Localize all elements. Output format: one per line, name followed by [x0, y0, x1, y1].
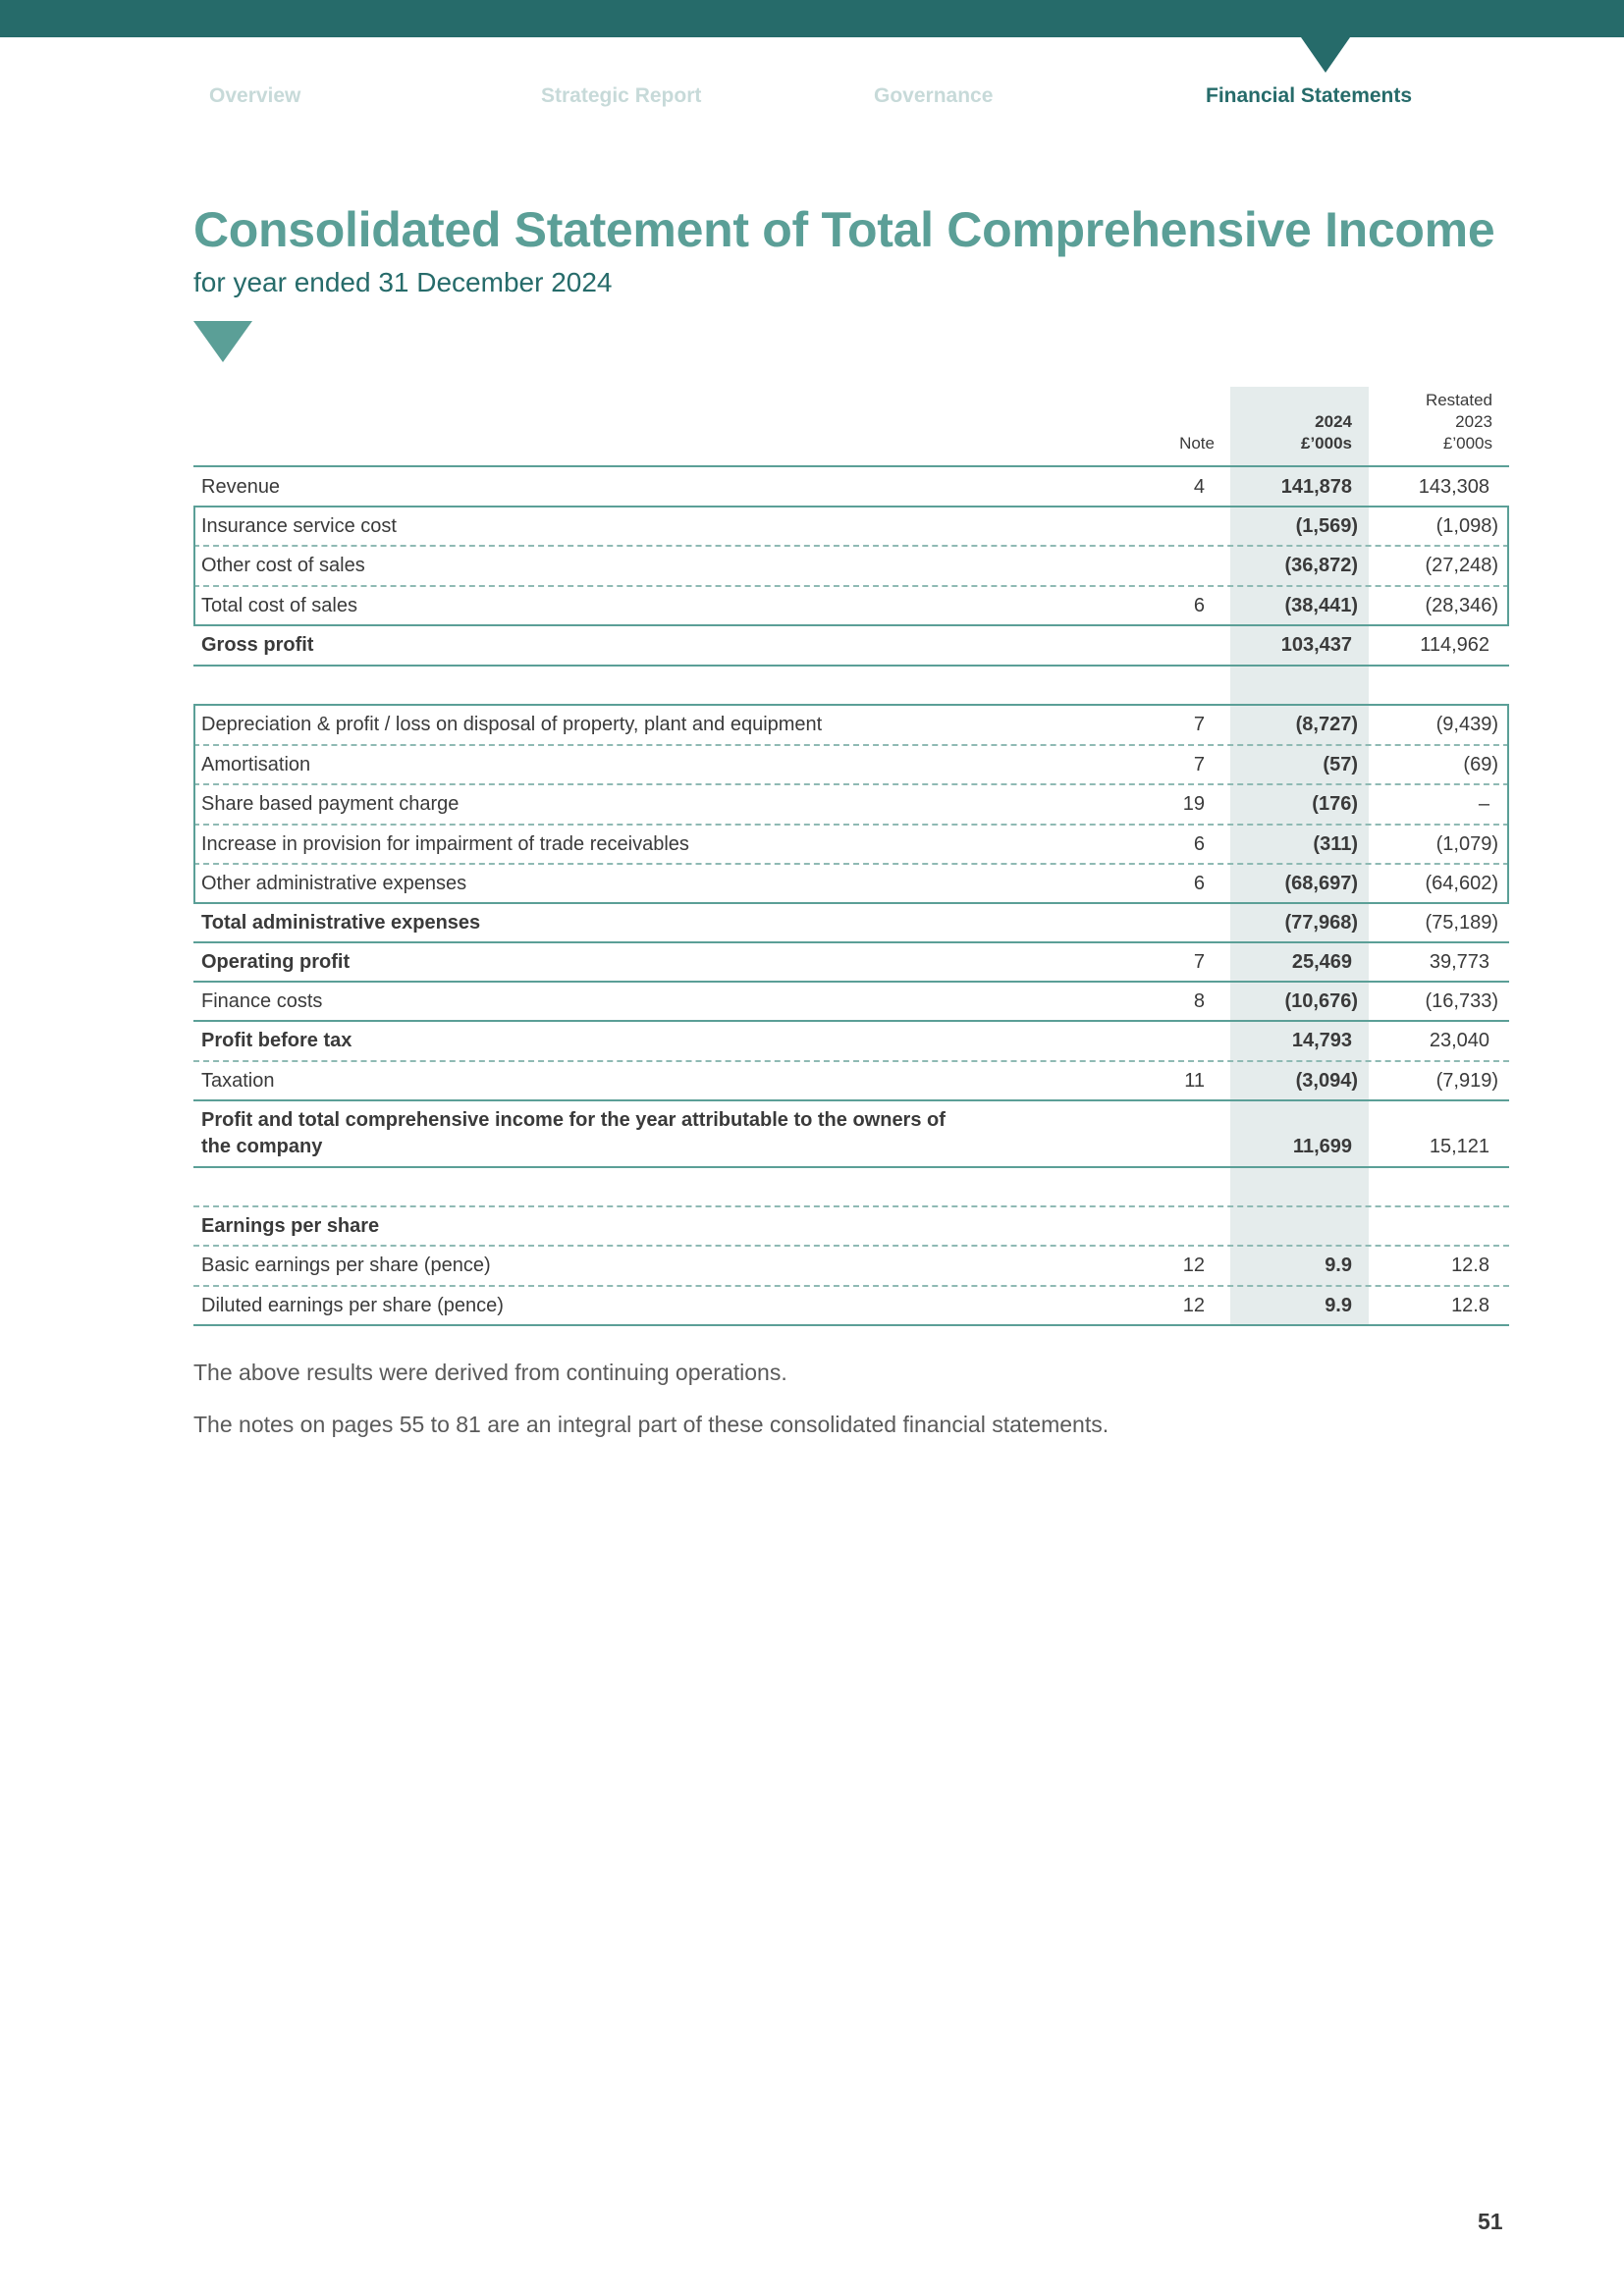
- admin-box-right: [1507, 704, 1509, 902]
- cost-of-sales-box-right: [1507, 506, 1509, 624]
- cost-of-sales-box-left: [193, 506, 195, 624]
- row-prior: (1,098): [1435, 515, 1498, 537]
- row-label: Basic earnings per share (pence): [201, 1255, 491, 1276]
- row-prior: 39,773: [1429, 951, 1489, 973]
- row-current: 14,793: [1291, 1030, 1352, 1051]
- page-number: 51: [1478, 2209, 1503, 2234]
- rule: [193, 981, 1509, 983]
- rule: [193, 465, 1509, 467]
- rule: [193, 1205, 1509, 1207]
- row-current: (176): [1312, 793, 1358, 815]
- row-prior: (28,346): [1425, 595, 1498, 616]
- row-prior: (64,602): [1425, 873, 1498, 894]
- rule: [193, 744, 1509, 746]
- row-label: Share based payment charge: [201, 793, 460, 815]
- row-prior: (69): [1463, 754, 1498, 775]
- row-prior: (16,733): [1425, 990, 1498, 1012]
- rule: [193, 665, 1509, 667]
- row-prior: 143,308: [1418, 476, 1489, 498]
- row-current: (3,094): [1295, 1070, 1358, 1092]
- row-prior: 114,962: [1420, 634, 1489, 656]
- row-label: Finance costs: [201, 990, 323, 1012]
- row-prior: 12.8: [1451, 1255, 1489, 1276]
- row-current: (77,968): [1284, 912, 1358, 934]
- row-current: (1,569): [1295, 515, 1358, 537]
- rule: [193, 1285, 1509, 1287]
- nav-governance[interactable]: Governance: [874, 84, 994, 107]
- row-current: 11,699: [1292, 1136, 1352, 1157]
- row-current: (311): [1313, 833, 1358, 855]
- row-note: 6: [1193, 833, 1205, 855]
- row-current: 141,878: [1280, 476, 1352, 498]
- row-current: (8,727): [1295, 714, 1358, 735]
- footnote-notes-reference: The notes on pages 55 to 81 are an integral part of these consolidated financial statements.: [193, 1412, 1110, 1437]
- row-current: (10,676): [1284, 990, 1358, 1012]
- row-prior: (27,248): [1425, 555, 1498, 576]
- admin-box-left: [193, 704, 195, 902]
- row-label: Profit before tax: [201, 1030, 352, 1051]
- row-current: 25,469: [1291, 951, 1352, 973]
- rule: [193, 624, 1509, 626]
- row-label: Gross profit: [201, 634, 314, 656]
- nav-strategic-report[interactable]: Strategic Report: [541, 84, 702, 107]
- row-current: 9.9: [1325, 1295, 1352, 1316]
- rule: [193, 506, 1509, 507]
- row-label: Insurance service cost: [201, 515, 397, 537]
- row-label: Total administrative expenses: [201, 912, 481, 934]
- rule: [193, 824, 1509, 826]
- row-note: 8: [1193, 990, 1205, 1012]
- row-prior: (75,189): [1425, 912, 1498, 934]
- current-unit-header: £’000s: [1301, 434, 1352, 453]
- row-current: (36,872): [1284, 555, 1358, 576]
- rule: [193, 941, 1509, 943]
- row-note: 19: [1182, 793, 1205, 815]
- rule: [193, 1060, 1509, 1062]
- row-label-line-1: Profit and total comprehensive income for the year attributable to the owners of: [201, 1109, 946, 1131]
- row-prior: (7,919): [1435, 1070, 1498, 1092]
- row-current: (38,441): [1284, 595, 1358, 616]
- page-title: Consolidated Statement of Total Comprehensive Income: [193, 202, 1495, 257]
- row-label: Revenue: [201, 476, 281, 498]
- row-note: 6: [1193, 873, 1205, 894]
- rule: [193, 1020, 1509, 1022]
- rule: [193, 704, 1509, 706]
- rule: [193, 1245, 1509, 1247]
- row-note: 12: [1182, 1295, 1205, 1316]
- prior-year-header: 2023: [1455, 412, 1492, 431]
- row-note: 6: [1193, 595, 1205, 616]
- restated-label: Restated: [1425, 391, 1492, 409]
- row-label: Amortisation: [201, 754, 311, 775]
- row-note: 12: [1182, 1255, 1205, 1276]
- rule: [193, 1166, 1509, 1168]
- nav-overview[interactable]: Overview: [209, 84, 301, 107]
- row-label: Other administrative expenses: [201, 873, 467, 894]
- row-label: Operating profit: [201, 951, 351, 973]
- row-current: (68,697): [1284, 873, 1358, 894]
- prior-unit-header: £’000s: [1442, 434, 1492, 453]
- row-label: Depreciation & profit / loss on disposal of property, plant and equipment: [201, 714, 823, 735]
- row-current: 9.9: [1325, 1255, 1352, 1276]
- nav-financial-statements[interactable]: Financial Statements: [1206, 84, 1413, 107]
- rule: [193, 585, 1509, 587]
- income-statement-table: [193, 0, 1509, 1335]
- row-note: 7: [1193, 714, 1205, 735]
- row-current: 103,437: [1280, 634, 1352, 656]
- row-label: Earnings per share: [201, 1215, 380, 1237]
- row-prior: 15,121: [1429, 1136, 1489, 1157]
- row-prior: 12.8: [1451, 1295, 1489, 1316]
- row-label-line-2: the company: [201, 1136, 323, 1157]
- rule: [193, 783, 1509, 785]
- rule: [193, 902, 1509, 904]
- row-current: (57): [1323, 754, 1358, 775]
- row-note: 4: [1193, 476, 1205, 498]
- row-label: Increase in provision for impairment of trade receivables: [201, 833, 689, 855]
- row-label: Total cost of sales: [201, 595, 357, 616]
- row-note: 7: [1193, 754, 1205, 775]
- row-prior: 23,040: [1429, 1030, 1489, 1051]
- rule: [193, 863, 1509, 865]
- row-label: Other cost of sales: [201, 555, 365, 576]
- rule: [193, 1324, 1509, 1326]
- row-label: Diluted earnings per share (pence): [201, 1295, 504, 1316]
- rule: [193, 545, 1509, 547]
- row-note: 11: [1184, 1070, 1205, 1092]
- page-subtitle: for year ended 31 December 2024: [193, 267, 613, 297]
- current-year-header: 2024: [1315, 412, 1352, 431]
- row-note: 7: [1193, 951, 1205, 973]
- row-prior: (9,439): [1435, 714, 1498, 735]
- row-prior: (1,079): [1435, 833, 1498, 855]
- row-label: Taxation: [201, 1070, 275, 1092]
- note-column-header: Note: [1179, 434, 1215, 453]
- footnote-continuing-operations: The above results were derived from continuing operations.: [193, 1360, 787, 1385]
- rule: [193, 1099, 1509, 1101]
- row-prior: –: [1478, 793, 1489, 815]
